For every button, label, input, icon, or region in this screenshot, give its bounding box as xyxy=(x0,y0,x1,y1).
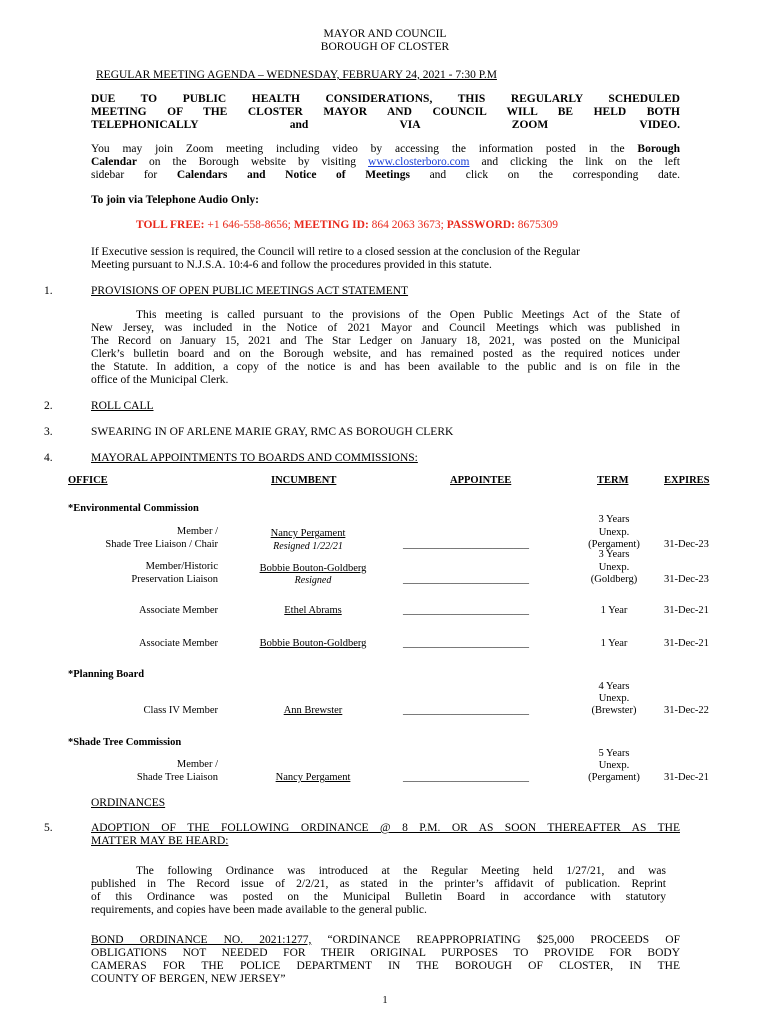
page-number: 1 xyxy=(382,995,388,1006)
ordinance-intro-line-1: The following Ordinance was introduced at the Regular Meeting held 1/27/21, and was xyxy=(136,865,666,877)
executive-line-2: Meeting pursuant to N.J.S.A. 10:4-6 and follow the procedures provided in this statute. xyxy=(91,259,492,271)
notice-word: and xyxy=(289,119,309,131)
item-number: 1. xyxy=(44,285,53,297)
telephone-details xyxy=(136,219,558,231)
term-cell: Unexp. xyxy=(598,562,630,573)
notice-line-1: DUE TO PUBLIC HEALTH CONSIDERATIONS, THIS REGULARLY SCHEDULED xyxy=(91,93,680,105)
section-heading: *Environmental Commission xyxy=(68,503,199,514)
office-cell: Member/Historic xyxy=(145,561,218,572)
office-cell: Preservation Liaison xyxy=(131,574,218,585)
term-cell: Unexp. xyxy=(598,693,630,704)
password: 8675309 xyxy=(517,219,559,231)
zoom-para-line-1 xyxy=(91,143,680,155)
toll-free-number: +1 646-558-8656; xyxy=(207,219,291,231)
item-title: ROLL CALL xyxy=(91,400,154,412)
item-title: SWEARING IN OF ARLENE MARIE GRAY, RMC AS BOROUGH CLERK xyxy=(91,426,454,438)
opma-line-6: office of the Municipal Clerk. xyxy=(91,374,229,386)
appointee-blank: ________________________ xyxy=(403,605,529,616)
zoom-text: sidebar for xyxy=(91,169,158,181)
opma-line-3: The Record on January 15, 2021 and The Star Ledger on January 18, 2021, was posted on the Municipal xyxy=(91,335,680,347)
item-number: 3. xyxy=(44,426,53,438)
incumbent-note: Resigned xyxy=(294,575,332,586)
bond-number: BOND ORDINANCE NO. 2021:1277, xyxy=(91,934,312,946)
term-cell: 3 Years xyxy=(598,549,630,560)
bond-line-3: CAMERAS FOR THE POLICE DEPARTMENT IN THE BOROUGH OF CLOSTER, IN THE xyxy=(91,960,680,972)
appointee-blank: ________________________ xyxy=(403,638,529,649)
office-cell: Member / xyxy=(176,526,218,537)
notice-word: VIDEO. xyxy=(639,119,680,131)
zoom-text: and click on the corresponding date. xyxy=(429,169,681,181)
office-cell: Associate Member xyxy=(138,605,218,616)
office-cell: Class IV Member xyxy=(143,705,218,716)
telephone-heading: To join via Telephone Audio Only: xyxy=(91,194,259,206)
item-title: PROVISIONS OF OPEN PUBLIC MEETINGS ACT STATEMENT xyxy=(91,285,409,297)
expires-cell: 31-Dec-21 xyxy=(664,605,709,616)
appointee-blank: ________________________ xyxy=(403,705,529,716)
bond-line-1 xyxy=(91,934,680,946)
office-cell: Shade Tree Liaison xyxy=(136,772,218,783)
zoom-text: You may join Zoom meeting including video by accessing the information posted in the xyxy=(91,143,625,155)
zoom-bold: Borough xyxy=(637,143,681,155)
expires-cell: 31-Dec-23 xyxy=(664,574,709,585)
term-cell: Unexp. xyxy=(598,760,630,771)
notice-word: ZOOM xyxy=(511,119,549,131)
incumbent-cell: Nancy Pergament xyxy=(270,528,346,539)
incumbent-cell: Bobbie Bouton-Goldberg xyxy=(259,638,367,649)
item-title: MAYORAL APPOINTMENTS TO BOARDS AND COMMISSIONS: xyxy=(91,452,418,464)
zoom-text: on the Borough website by visiting xyxy=(149,156,356,168)
incumbent-note: Resigned 1/22/21 xyxy=(273,541,343,552)
notice-line-3 xyxy=(91,119,680,131)
item-number: 4. xyxy=(44,452,53,464)
header-line-1: MAYOR AND COUNCIL xyxy=(323,28,447,40)
term-cell: 3 Years xyxy=(598,514,630,525)
ordinance-intro-line-4: requirements, and copies have been made available to the general public. xyxy=(91,904,427,916)
item-number: 5. xyxy=(44,822,53,834)
incumbent-cell: Ann Brewster xyxy=(283,705,343,716)
col-header-term: TERM xyxy=(597,475,629,486)
term-cell: 1 Year xyxy=(600,638,628,649)
term-cell: 1 Year xyxy=(600,605,628,616)
ordinance-intro-line-2: published in The Record issue of 2/2/21, as stated in the printer’s affidavit of publication. Reprint xyxy=(91,878,666,890)
meeting-id-label: MEETING ID: xyxy=(293,219,369,231)
appointee-blank: ________________________ xyxy=(403,772,529,783)
item-number: 2. xyxy=(44,400,53,412)
term-cell: (Goldberg) xyxy=(590,574,638,585)
zoom-para-line-2 xyxy=(91,156,680,168)
opma-line-4: Clerk’s bulletin board and on the Borough website, and has remained posted as the required notices under xyxy=(91,348,680,360)
col-header-expires: EXPIRES xyxy=(664,475,710,486)
expires-cell: 31-Dec-23 xyxy=(664,539,709,550)
expires-cell: 31-Dec-21 xyxy=(664,638,709,649)
ordinances-heading: ORDINANCES xyxy=(91,797,166,809)
item-title: MATTER MAY BE HEARD: xyxy=(91,835,229,847)
meeting-id: 864 2063 3673; xyxy=(371,219,444,231)
agenda-title: REGULAR MEETING AGENDA – WEDNESDAY, FEBRUARY 24, 2021 - 7:30 P.M xyxy=(96,69,497,81)
col-header-office: OFFICE xyxy=(68,475,108,486)
incumbent-cell: Nancy Pergament xyxy=(275,772,351,783)
section-heading: *Planning Board xyxy=(68,669,145,680)
closterboro-link[interactable]: www.closterboro.com xyxy=(368,156,470,168)
office-cell: Shade Tree Liaison / Chair xyxy=(105,539,218,550)
col-header-incumbent: INCUMBENT xyxy=(271,475,337,486)
opma-line-1: This meeting is called pursuant to the provisions of the Open Public Meetings Act of the State of xyxy=(136,309,680,321)
notice-word: VIA xyxy=(399,119,421,131)
expires-cell: 31-Dec-22 xyxy=(664,705,709,716)
ordinance-intro-line-3: of this Ordinance was posted on the Municipal Bulletin Board in accordance with statutory xyxy=(91,891,666,903)
section-heading: *Shade Tree Commission xyxy=(68,737,182,748)
incumbent-cell: Bobbie Bouton-Goldberg xyxy=(259,563,367,574)
zoom-para-line-3 xyxy=(91,169,680,181)
notice-line-2: MEETING OF THE CLOSTER MAYOR AND COUNCIL WILL BE HELD BOTH xyxy=(91,106,680,118)
office-cell: Member / xyxy=(176,759,218,770)
zoom-bold: Calendars and Notice of Meetings xyxy=(176,169,410,181)
item-title: ADOPTION OF THE FOLLOWING ORDINANCE @ 8 P.M. OR AS SOON THEREAFTER AS THE xyxy=(91,822,680,834)
bond-line-2: OBLIGATIONS NOT NEEDED FOR THEIR ORIGINAL PURPOSES TO PROVIDE FOR BODY xyxy=(91,947,680,959)
bond-text: “ORDINANCE REAPPROPRIATING $25,000 PROCEEDS OF xyxy=(327,934,680,946)
term-cell: 5 Years xyxy=(598,748,630,759)
term-cell: (Pergament) xyxy=(588,539,640,550)
col-header-appointee: APPOINTEE xyxy=(450,475,512,486)
executive-line-1: If Executive session is required, the Council will retire to a closed session at the conclusion of the Regular xyxy=(91,246,580,258)
zoom-text: and clicking the link on the left xyxy=(481,156,681,168)
incumbent-cell: Ethel Abrams xyxy=(284,605,342,616)
term-cell: 4 Years xyxy=(598,681,630,692)
zoom-bold: Calendar xyxy=(91,156,137,168)
opma-line-5: the Statute. In addition, a copy of the notice is and has been available to the public and is on file in the xyxy=(91,361,680,373)
password-label: PASSWORD: xyxy=(446,219,515,231)
expires-cell: 31-Dec-21 xyxy=(664,772,709,783)
term-cell: Unexp. xyxy=(598,527,630,538)
header-line-2: BOROUGH OF CLOSTER xyxy=(320,41,450,53)
bond-line-4: COUNTY OF BERGEN, NEW JERSEY” xyxy=(91,973,286,985)
appointee-blank: ________________________ xyxy=(403,539,529,550)
toll-free-label: TOLL FREE: xyxy=(136,219,205,231)
office-cell: Associate Member xyxy=(138,638,218,649)
opma-line-2: New Jersey, was included in the Notice of 2021 Mayor and Council Meetings which was published in xyxy=(91,322,680,334)
notice-word: TELEPHONICALLY xyxy=(91,119,199,131)
term-cell: (Pergament) xyxy=(588,772,640,783)
appointee-blank: ________________________ xyxy=(403,574,529,585)
term-cell: (Brewster) xyxy=(591,705,637,716)
